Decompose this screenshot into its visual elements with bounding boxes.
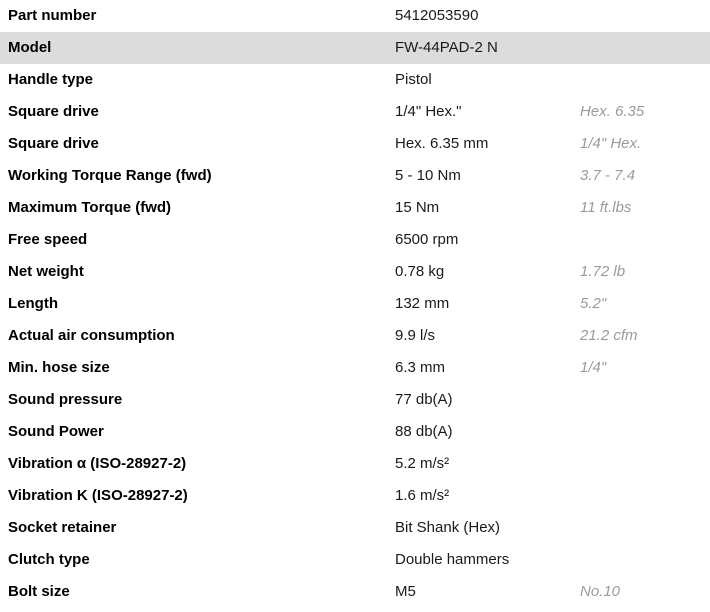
spec-value-metric: 88 db(A) bbox=[395, 423, 453, 440]
spec-label: Vibration K (ISO-28927-2) bbox=[8, 487, 188, 504]
spec-row bbox=[0, 0, 710, 32]
spec-row bbox=[0, 256, 710, 288]
spec-value-imperial: 11 ft.lbs bbox=[580, 199, 632, 216]
spec-row bbox=[0, 512, 710, 544]
spec-value-metric: Hex. 6.35 mm bbox=[395, 135, 489, 152]
spec-label: Length bbox=[8, 295, 58, 312]
spec-value-imperial: 5.2" bbox=[580, 295, 607, 312]
spec-value-metric: Double hammers bbox=[395, 551, 510, 568]
spec-value-metric: 15 Nm bbox=[395, 199, 440, 216]
spec-label: Handle type bbox=[8, 71, 94, 88]
spec-label: Square drive bbox=[8, 135, 99, 152]
spec-value-metric: 5412053590 bbox=[395, 7, 479, 24]
spec-row bbox=[0, 480, 710, 512]
spec-row bbox=[0, 416, 710, 448]
spec-label: Working Torque Range (fwd) bbox=[8, 167, 212, 184]
spec-row bbox=[0, 352, 710, 384]
spec-value-imperial: 1/4" Hex. bbox=[580, 135, 642, 152]
spec-label: Min. hose size bbox=[8, 359, 110, 376]
spec-value-metric: 5 - 10 Nm bbox=[395, 167, 461, 184]
spec-value-metric: 6500 rpm bbox=[395, 231, 459, 248]
spec-row bbox=[0, 224, 710, 256]
spec-label: Vibration α (ISO-28927-2) bbox=[8, 455, 187, 472]
spec-value-metric: Bit Shank (Hex) bbox=[395, 519, 501, 536]
spec-value-imperial: 21.2 cfm bbox=[580, 327, 638, 344]
spec-label: Net weight bbox=[8, 263, 84, 280]
spec-value-imperial: 1/4" bbox=[580, 359, 607, 376]
spec-label: Part number bbox=[8, 7, 97, 24]
spec-label: Clutch type bbox=[8, 551, 90, 568]
spec-label: Free speed bbox=[8, 231, 88, 248]
spec-row bbox=[0, 288, 710, 320]
spec-value-metric: Pistol bbox=[395, 71, 432, 88]
spec-row bbox=[0, 384, 710, 416]
spec-value-metric: 0.78 kg bbox=[395, 263, 445, 280]
spec-value-metric: FW-44PAD-2 N bbox=[395, 39, 498, 56]
spec-row bbox=[0, 192, 710, 224]
spec-row bbox=[0, 160, 710, 192]
spec-value-metric: 6.3 mm bbox=[395, 359, 446, 376]
spec-value-imperial: Hex. 6.35 bbox=[580, 103, 645, 120]
spec-value-imperial: No.10 bbox=[580, 583, 621, 600]
spec-value-metric: 5.2 m/s² bbox=[395, 455, 450, 472]
spec-row bbox=[0, 448, 710, 480]
spec-value-metric: 1/4" Hex." bbox=[395, 103, 462, 120]
spec-label: Actual air consumption bbox=[8, 327, 175, 344]
spec-row bbox=[0, 576, 710, 608]
spec-label: Square drive bbox=[8, 103, 99, 120]
spec-value-metric: 9.9 l/s bbox=[395, 327, 436, 344]
spec-row bbox=[0, 32, 710, 64]
spec-row bbox=[0, 128, 710, 160]
spec-value-metric: 132 mm bbox=[395, 295, 450, 312]
spec-label: Sound Power bbox=[8, 423, 104, 440]
spec-label: Model bbox=[8, 39, 52, 56]
spec-label: Socket retainer bbox=[8, 519, 117, 536]
spec-label: Bolt size bbox=[8, 583, 70, 600]
spec-label: Sound pressure bbox=[8, 391, 123, 408]
spec-value-imperial: 1.72 lb bbox=[580, 263, 626, 280]
spec-row bbox=[0, 320, 710, 352]
spec-row bbox=[0, 544, 710, 576]
spec-row bbox=[0, 96, 710, 128]
spec-label: Maximum Torque (fwd) bbox=[8, 199, 172, 216]
spec-value-metric: 1.6 m/s² bbox=[395, 487, 450, 504]
spec-value-metric: 77 db(A) bbox=[395, 391, 453, 408]
spec-value-imperial: 3.7 - 7.4 bbox=[580, 167, 636, 184]
spec-row bbox=[0, 64, 710, 96]
spec-value-metric: M5 bbox=[395, 583, 416, 600]
